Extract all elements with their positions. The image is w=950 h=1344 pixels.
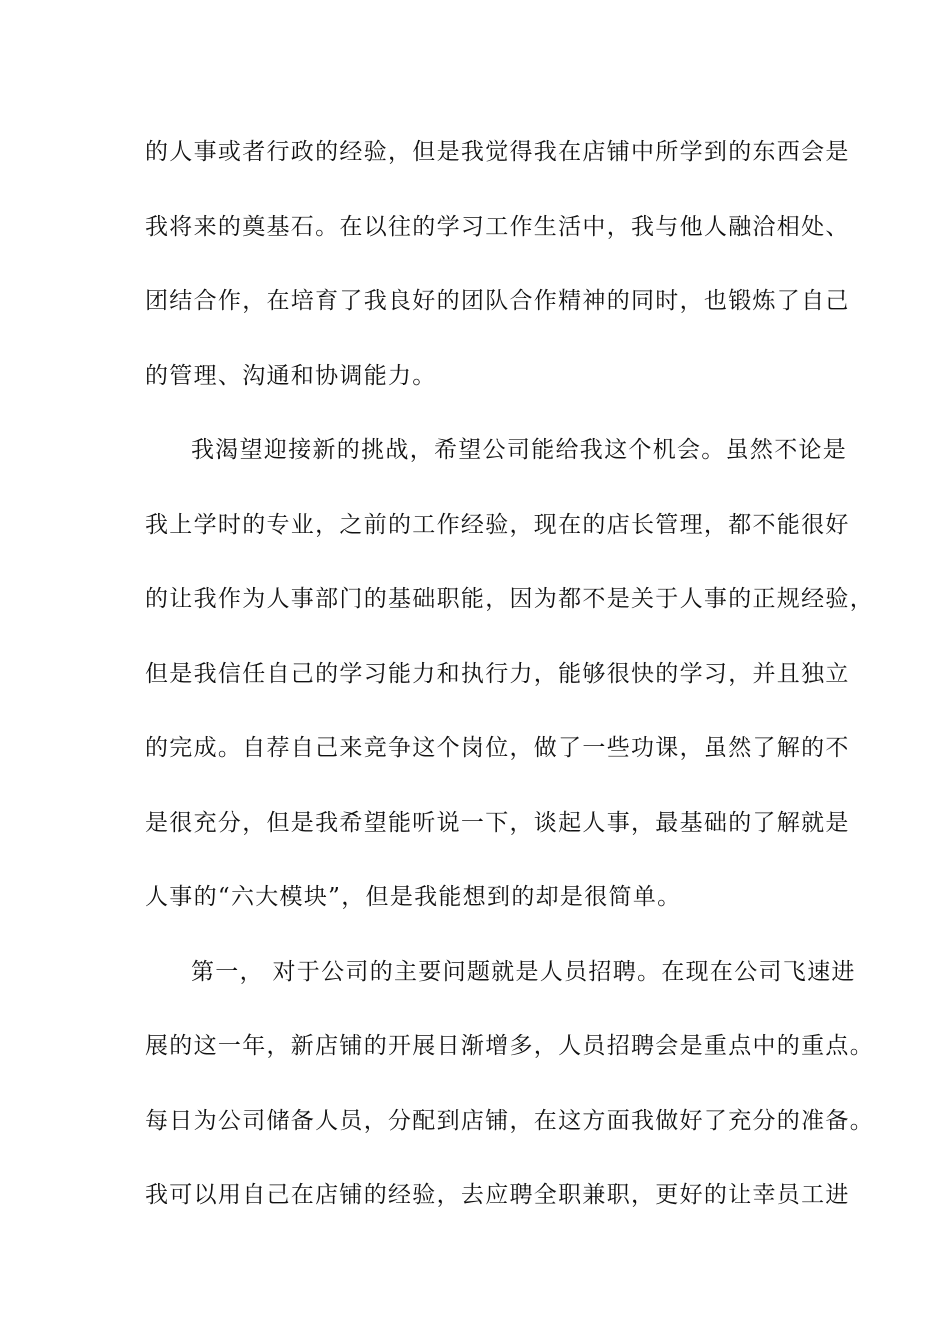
text-line-11: 人事的“六大模块”，但是我能想到的却是很简单。 [145, 884, 682, 910]
text-line-14: 每日为公司储备人员，分配到店铺，在这方面我做好了充分的准备。 [145, 1107, 874, 1134]
text-line-13: 展的这一年，新店铺的开展日渐增多，人员招聘会是重点中的重点。 [145, 1033, 874, 1059]
text-line-2: 我将来的奠基石。在以往的学习工作生活中，我与他人融洽相处、 [145, 213, 850, 240]
text-line-5: 我渴望迎接新的挑战，希望公司能给我这个机会。虽然不论是 [191, 437, 848, 463]
text-line-1: 的人事或者行政的经验，但是我觉得我在店铺中所学到的东西会是 [145, 139, 850, 165]
text-line-7: 的让我作为人事部门的基础职能，因为都不是关于人事的正规经验， [145, 586, 874, 612]
text-line-15: 我可以用自己在店铺的经验，去应聘全职兼职，更好的让幸员工进 [145, 1182, 850, 1208]
text-line-6: 我上学时的专业，之前的工作经验，现在的店长管理，都不能很好 [145, 511, 850, 538]
text-line-3: 团结合作，在培育了我良好的团队合作精神的同时，也锻炼了自己 [145, 288, 850, 314]
text-line-4: 的管理、沟通和协调能力。 [145, 362, 437, 389]
text-line-9: 的完成。自荐自己来竞争这个岗位，做了一些功课，虽然了解的不 [145, 735, 850, 761]
text-line-8: 但是我信任自己的学习能力和执行力，能够很快的学习，并且独立 [145, 660, 850, 687]
text-line-10: 是很充分，但是我希望能听说一下，谈起人事，最基础的了解就是 [145, 809, 850, 836]
document-body [145, 120, 874, 1238]
text-line-12: 第一， 对于公司的主要问题就是人员招聘。在现在公司飞速进 [191, 958, 856, 985]
